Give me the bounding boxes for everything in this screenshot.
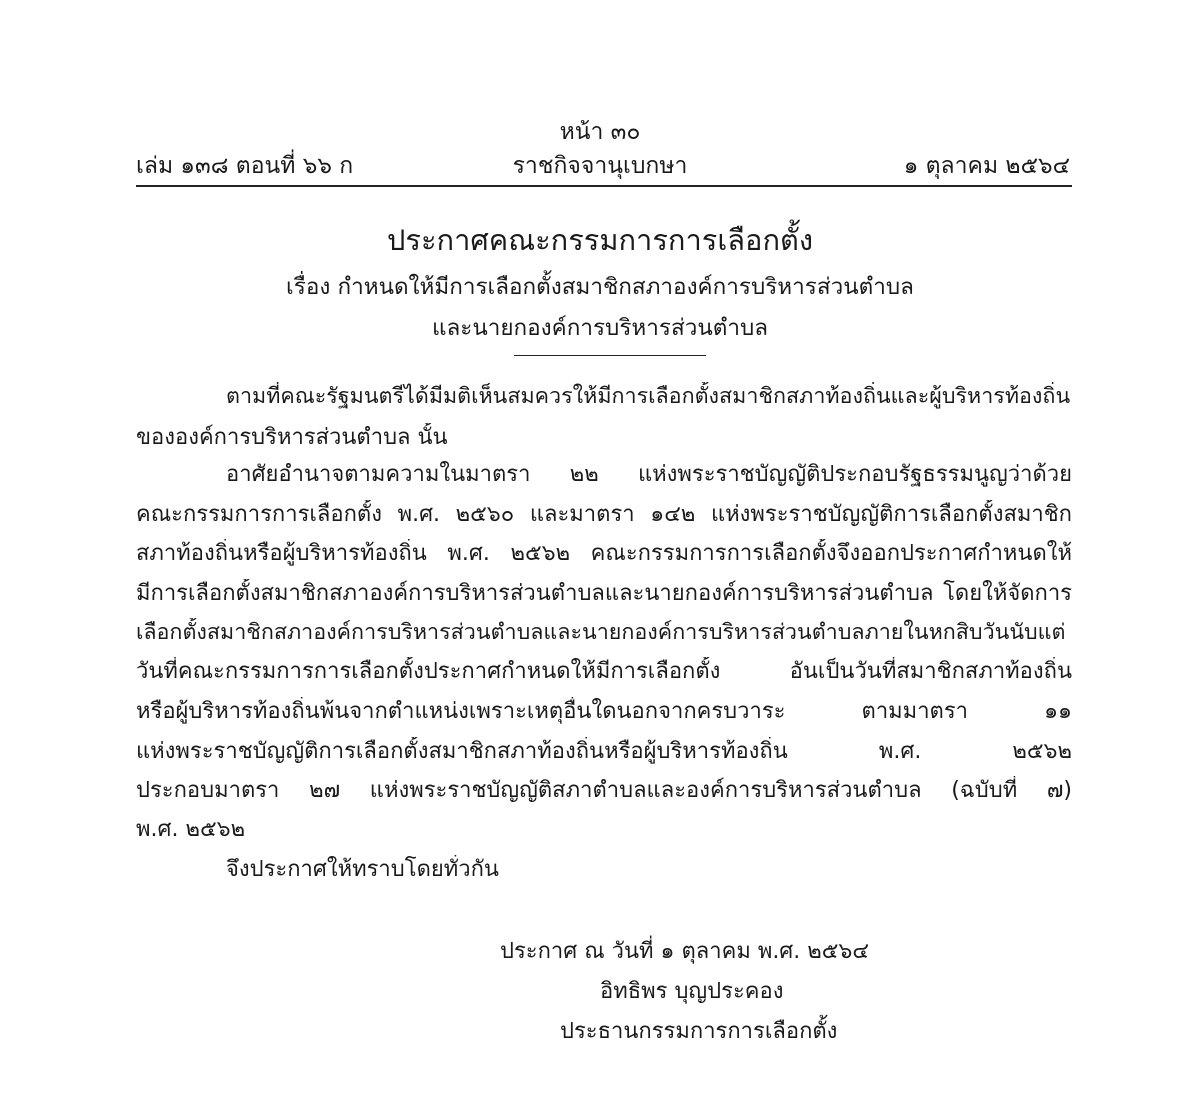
body-line: ขององค์การบริหารส่วนตำบล นั้น	[136, 425, 448, 450]
body-line: มีการเลือกตั้งสมาชิกสภาองค์การบริหารส่วนตำบลและนายกองค์การบริหารส่วนตำบล โดยให้จัดการ	[136, 581, 1072, 606]
announcement-title: ประกาศคณะกรรมการการเลือกตั้ง	[386, 223, 813, 257]
body-line: อาศัยอำนาจตามความในมาตรา ๒๒ แห่งพระราชบัญญัติประกอบรัฐธรรมนูญว่าด้วย	[226, 462, 1072, 487]
announcement-subject-cont: และนายกองค์การบริหารส่วนตำบล	[431, 315, 769, 341]
signatory-name: อิทธิพร บุญประคอง	[600, 979, 784, 1004]
body-line: หรือผู้บริหารท้องถิ่นพ้นจากตำแหน่งเพราะเหตุอื่นใดนอกจากครบวาระ ตามมาตรา ๑๑	[136, 699, 1072, 724]
body-line: พ.ศ. ๒๕๖๒	[136, 817, 246, 842]
publication-date: ๑ ตุลาคม ๒๕๖๔	[903, 153, 1070, 179]
signatory-position: ประธานกรรมการการเลือกตั้ง	[560, 1019, 838, 1044]
title-divider	[514, 355, 706, 356]
gazette-name: ราชกิจจานุเบกษา	[512, 153, 688, 179]
body-line: แห่งพระราชบัญญัติการเลือกตั้งสมาชิกสภาท้องถิ่นหรือผู้บริหารท้องถิ่น พ.ศ. ๒๕๖๒	[136, 739, 1072, 764]
body-line: วันที่คณะกรรมการการเลือกตั้งประกาศกำหนดให้มีการเลือกตั้ง อันเป็นวันที่สมาชิกสภาท้องถิ่น	[136, 659, 1072, 684]
body-line: คณะกรรมการการเลือกตั้ง พ.ศ. ๒๕๖๐ และมาตรา ๑๔๒ แห่งพระราชบัญญัติการเลือกตั้งสมาชิก	[136, 502, 1072, 527]
signature-date: ประกาศ ณ วันที่ ๑ ตุลาคม พ.ศ. ๒๕๖๔	[500, 939, 870, 964]
body-line: สภาท้องถิ่นหรือผู้บริหารท้องถิ่น พ.ศ. ๒๕๖๒ คณะกรรมการการเลือกตั้งจึงออกประกาศกำหนดให้	[136, 541, 1072, 566]
announcement-subject: เรื่อง กำหนดให้มีการเลือกตั้งสมาชิกสภาองค์การบริหารส่วนตำบล	[286, 274, 914, 300]
closing-line: จึงประกาศให้ทราบโดยทั่วกัน	[226, 857, 499, 882]
page-number: หน้า ๓๐	[559, 119, 641, 145]
body-line: เลือกตั้งสมาชิกสภาองค์การบริหารส่วนตำบลและนายกองค์การบริหารส่วนตำบลภายในหกสิบวันนับแต่	[136, 620, 1066, 645]
body-line: ตามที่คณะรัฐมนตรีได้มีมติเห็นสมควรให้มีการเลือกตั้งสมาชิกสภาท้องถิ่นและผู้บริหารท้องถิ่น	[226, 384, 1071, 409]
body-line: ประกอบมาตรา ๒๗ แห่งพระราชบัญญัติสภาตำบลและองค์การบริหารส่วนตำบล (ฉบับที่ ๗)	[136, 778, 1072, 803]
header-divider	[136, 185, 1072, 187]
volume-issue: เล่ม ๑๓๘ ตอนที่ ๖๖ ก	[136, 153, 354, 179]
